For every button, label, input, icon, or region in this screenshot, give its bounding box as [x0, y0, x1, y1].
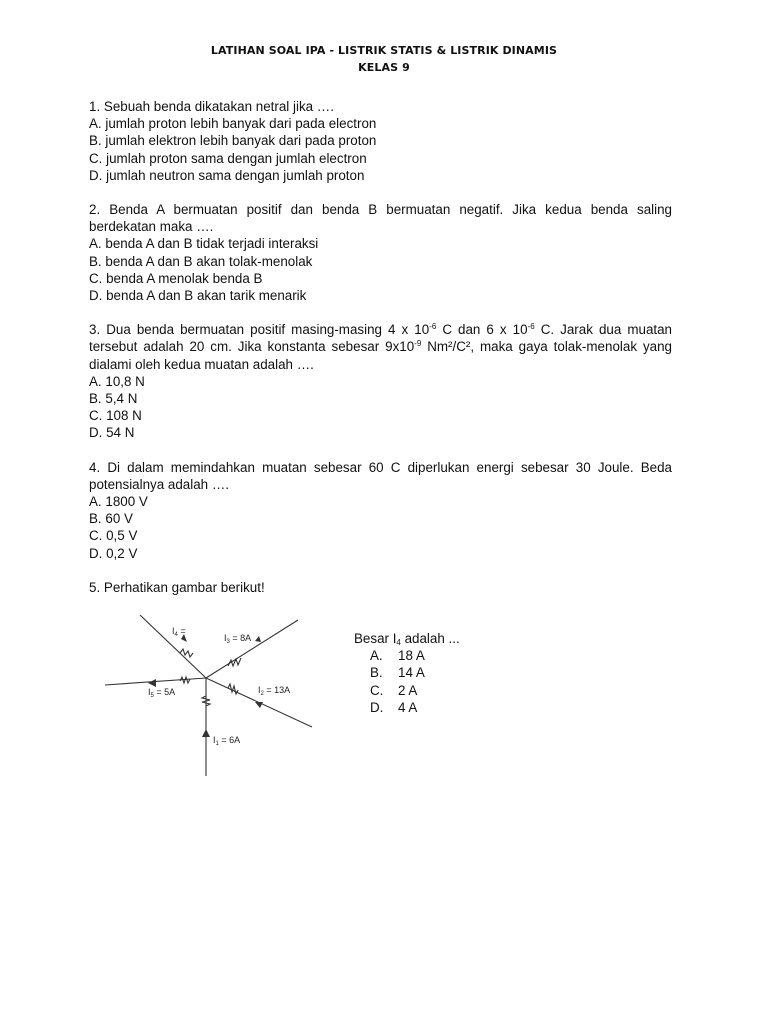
question-1-option-a: A. jumlah proton lebih banyak dari pada electron [89, 116, 377, 132]
question-5-option-d [354, 699, 460, 716]
q5-option-c-text: 2 A [398, 682, 418, 698]
label-i5: $I_5 = 5A$ [148, 687, 176, 699]
question-4-option-b: B. 60 V [89, 511, 133, 527]
q5-ask-part-1: Besar I [354, 631, 397, 646]
q5-option-d-text: 4 A [398, 699, 418, 715]
question-1-option-c: C. jumlah proton sama dengan jumlah electron [89, 150, 367, 166]
question-3-option-d: D. 54 N [89, 425, 135, 441]
q3-exponent-3: -9 [414, 339, 422, 349]
question-1-stem: 1. Sebuah benda dikatakan netral jika …. [89, 99, 334, 114]
label-i4: $I_4$ = [172, 626, 186, 638]
question-4-stem: 4. Di dalam memindahkan muatan sebesar 60 C diperlukan energi sebesar 30 Joule. Beda potensialnya adalah …. [89, 459, 672, 492]
question-3 [89, 321, 672, 441]
q3-stem-part-4: Nm²/C², maka gaya tolak-menolak yang dialami oleh kedua muatan adalah …. [89, 339, 672, 372]
question-list [89, 98, 672, 613]
question-4 [89, 459, 672, 562]
q3-exponent-1: -6 [429, 322, 437, 332]
q3-stem-part-2: C dan 6 x 10 [436, 322, 528, 338]
q5-option-b-text: 14 A [398, 665, 425, 681]
question-5-option-a [354, 647, 460, 664]
question-1-option-d: D. jumlah neutron sama dengan jumlah proton [89, 167, 365, 183]
question-3-option-a: A. 10,8 N [89, 373, 145, 389]
q5-option-d-letter: D. [370, 699, 384, 715]
question-2-option-d: D. benda A dan B akan tarik menarik [89, 288, 307, 304]
question-5-prompt [354, 630, 460, 716]
question-3-option-b: B. 5,4 N [89, 391, 138, 407]
junction-svg [100, 610, 340, 785]
q3-exponent-2: -6 [527, 322, 535, 332]
page-subtitle: KELAS 9 [358, 61, 410, 74]
label-i1: $I_1 = 6A$ [213, 735, 241, 747]
question-5-option-c [354, 682, 460, 699]
question-4-option-a: A. 1800 V [89, 494, 148, 510]
question-5-ask [354, 630, 460, 647]
question-2-stem: 2. Benda A bermuatan positif dan benda B bermuatan negatif. Jika kedua benda saling berdekatan maka …. [89, 202, 672, 235]
question-4-option-c: C. 0,5 V [89, 528, 138, 544]
question-5-option-b [354, 664, 460, 681]
question-2-option-b: B. benda A dan B akan tolak-menolak [89, 253, 313, 269]
arrow-i1-icon [202, 729, 210, 737]
arrow-i5-icon [148, 679, 156, 687]
q5-option-a-text: 18 A [398, 648, 425, 664]
question-3-stem [89, 321, 672, 373]
q3-stem-part-1: 3. Dua benda bermuatan positif masing-masing 4 x 10 [89, 322, 430, 338]
current-junction-diagram [100, 610, 340, 785]
q5-ask-part-2: adalah ... [400, 631, 460, 646]
arrow-i2-icon [255, 702, 263, 708]
q5-option-a-letter: A. [370, 648, 383, 664]
wire-i3 [206, 620, 298, 678]
question-4-option-d: D. 0,2 V [89, 545, 138, 561]
question-2-option-a: A. benda A dan B tidak terjadi interaksi [89, 236, 319, 252]
question-5 [89, 579, 672, 596]
resistor-i3 [228, 658, 241, 666]
question-1-option-b: B. jumlah elektron lebih banyak dari pada proton [89, 133, 377, 149]
wire-i4 [140, 615, 206, 678]
question-5-stem: 5. Perhatikan gambar berikut! [89, 579, 265, 595]
label-i2: $I_2 = 13A$ [258, 685, 291, 697]
page-title: LATIHAN SOAL IPA - LISTRIK STATIS & LISTRIK DINAMIS [210, 44, 558, 57]
question-2-option-c: C. benda A menolak benda B [89, 270, 263, 286]
label-i3: $I_3 = 8A$ [224, 633, 252, 645]
q5-ask-subscript: 4 [396, 638, 401, 647]
question-3-option-c: C. 108 N [89, 408, 142, 424]
q5-option-c-letter: C. [370, 682, 384, 698]
question-1 [89, 98, 672, 184]
question-2 [89, 201, 672, 304]
q3-stem-part-3: C. Jarak dua muatan tersebut adalah 20 cm. Jika konstanta sebesar 9x10 [89, 322, 673, 355]
page-header [0, 42, 768, 76]
arrow-i3-icon [255, 636, 261, 642]
q5-option-b-letter: B. [370, 665, 383, 681]
